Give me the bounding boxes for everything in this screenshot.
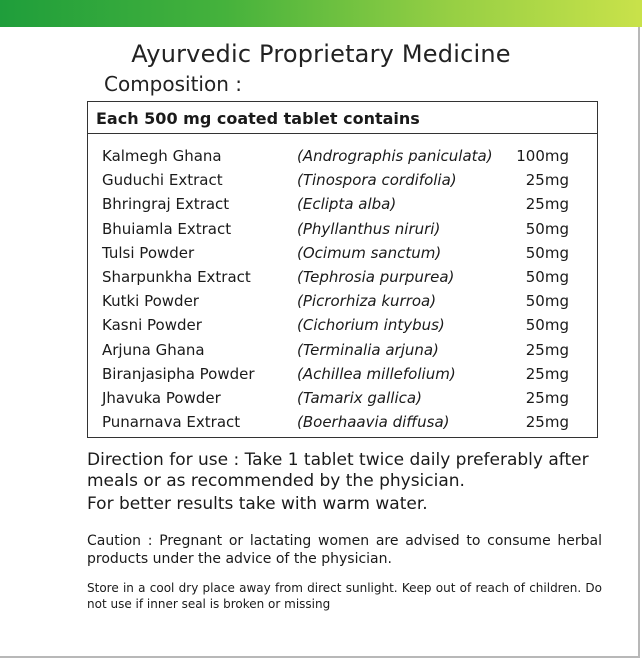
table-row xyxy=(88,339,597,363)
botanical-name: (Tephrosia purpurea) xyxy=(297,267,455,286)
ingredient-name: Kalmegh Ghana xyxy=(102,147,222,165)
botanical-name: (Phyllanthus niruri) xyxy=(297,219,441,238)
storage-text: Store in a cool dry place away from direct sunlight. Keep out of reach of children. Do not use if inner seal is broken or missing xyxy=(87,581,602,611)
dose-amount: 25mg xyxy=(525,413,569,432)
better-results-text: For better results take with warm water. xyxy=(87,494,428,514)
table-heading xyxy=(88,102,597,134)
botanical-name: (Picrorhiza kurroa) xyxy=(297,292,437,311)
table-row xyxy=(88,363,597,387)
botanical-name: (Andrographis paniculata) xyxy=(297,147,493,165)
table-row xyxy=(88,314,597,338)
ingredient-name: Tulsi Powder xyxy=(102,243,195,262)
table-row xyxy=(88,266,597,290)
caution-text: Caution : Pregnant or lactating women are advised to consume herbal products under the advice of the physician. xyxy=(87,533,602,567)
botanical-name: (Tinospora cordifolia) xyxy=(297,171,457,190)
table-heading-text: Each 500 mg coated tablet contains xyxy=(96,109,420,128)
table-row xyxy=(88,411,597,435)
dose-amount: 50mg xyxy=(525,267,569,286)
table-row xyxy=(88,193,597,217)
ingredient-name: Bhringraj Extract xyxy=(102,195,230,214)
ingredient-name: Punarnava Extract xyxy=(102,413,241,432)
dose-amount: 100mg xyxy=(516,147,569,165)
table-row xyxy=(88,169,597,193)
table-row xyxy=(88,290,597,314)
ingredient-name: Arjuna Ghana xyxy=(102,340,205,359)
composition-label: Composition : xyxy=(104,72,242,96)
ingredient-list xyxy=(88,145,597,435)
dose-amount: 25mg xyxy=(525,364,569,383)
dose-amount: 25mg xyxy=(525,171,569,190)
dose-amount: 25mg xyxy=(525,388,569,407)
ingredient-name: Sharpunkha Extract xyxy=(102,267,251,286)
table-row xyxy=(88,218,597,242)
botanical-name: (Ocimum sanctum) xyxy=(297,243,442,262)
composition-table xyxy=(87,101,598,438)
dose-amount: 25mg xyxy=(525,340,569,359)
table-row xyxy=(88,242,597,266)
direction-text: Direction for use : Take 1 tablet twice daily preferably after meals or as recommended by the physician. xyxy=(87,450,589,491)
botanical-name: (Terminalia arjuna) xyxy=(297,340,439,359)
botanical-name: (Boerhaavia diffusa) xyxy=(297,413,450,432)
table-row xyxy=(88,387,597,411)
green-gradient-bar xyxy=(0,0,642,27)
dose-amount: 50mg xyxy=(525,292,569,311)
botanical-name: (Achillea millefolium) xyxy=(297,364,456,383)
ingredient-name: Kutki Powder xyxy=(102,292,199,311)
botanical-name: (Cichorium intybus) xyxy=(297,316,445,335)
ingredient-name: Jhavuka Powder xyxy=(102,388,221,407)
page-title: Ayurvedic Proprietary Medicine xyxy=(131,40,511,68)
dose-amount: 50mg xyxy=(525,243,569,262)
botanical-name: (Tamarix gallica) xyxy=(297,388,422,407)
ingredient-name: Guduchi Extract xyxy=(102,171,223,190)
dose-amount: 25mg xyxy=(525,195,569,214)
dose-amount: 50mg xyxy=(525,316,569,335)
ingredient-name: Biranjasipha Powder xyxy=(102,364,255,383)
ingredient-name: Bhuiamla Extract xyxy=(102,219,232,238)
botanical-name: (Eclipta alba) xyxy=(297,195,397,214)
table-row xyxy=(88,145,597,169)
dose-amount: 50mg xyxy=(525,219,569,238)
ingredient-name: Kasni Powder xyxy=(102,316,202,335)
